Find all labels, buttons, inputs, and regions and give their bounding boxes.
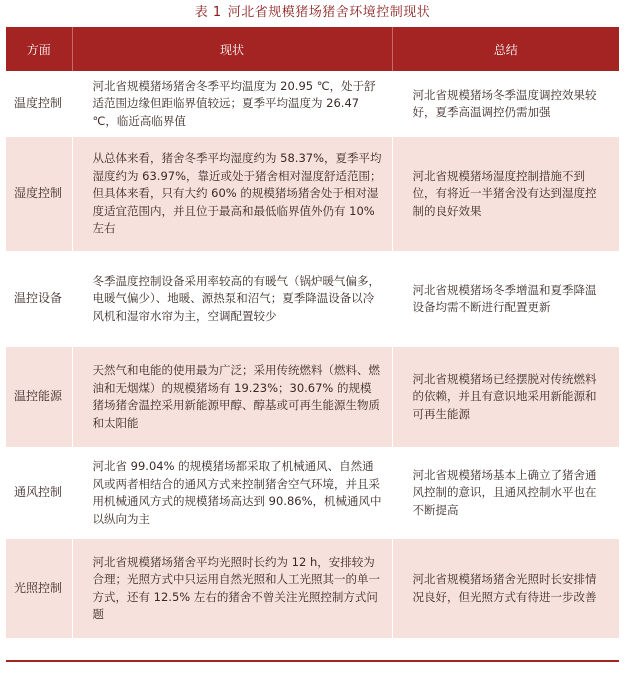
- row-summary: 河北省规模猪场基本上确立了猪舍通风控制的意识，且通风控制水平也在不断提高: [392, 447, 619, 539]
- row-summary: 河北省规模猪场已经摆脱对传统燃料的依赖，并且有意识地采用新能源和可再生能源: [392, 347, 619, 447]
- table-bottom-rule: [6, 660, 619, 662]
- table-row: [6, 539, 619, 638]
- header-summary: 总结: [392, 27, 619, 71]
- status-table: [6, 27, 619, 638]
- row-aspect: 通风控制: [6, 447, 72, 539]
- row-status: 从总体来看，猪舍冬季平均湿度约为 58.37%，夏季平均湿度约为 63.97%，靠近或处于猪舍相对湿度舒适范围；但具体来看，只有大约 60% 的规模猪场猪舍处于相对湿度适宜范围内，并且位于最高和最低临界值外仍有 10% 左右: [72, 137, 392, 251]
- row-aspect: 温控能源: [6, 347, 72, 447]
- table-caption: [0, 4, 625, 22]
- row-aspect: 温控设备: [6, 251, 72, 347]
- row-status: 天然气和电能的使用最为广泛；采用传统燃料（燃料、燃油和无烟煤）的规模猪场有 19.23%；30.67% 的规模猪场猪舍温控采用新能源甲醇、醇基或可再生能源生物质和太阳能: [72, 347, 392, 447]
- row-summary: 河北省规模猪场冬季增温和夏季降温设备均需不断进行配置更新: [392, 251, 619, 347]
- table-row: [6, 251, 619, 347]
- row-summary: 河北省规模猪场猪舍光照时长安排情况良好，但光照方式有待进一步改善: [392, 539, 619, 638]
- row-summary: 河北省规模猪场冬季温度调控效果较好，夏季高温调控仍需加强: [392, 71, 619, 137]
- table-header-row: [6, 27, 619, 71]
- header-status: 现状: [72, 27, 392, 71]
- row-status: 河北省规模猪场猪舍冬季平均温度为 20.95 ℃，处于舒适范围边缘但距临界值较远；夏季平均温度为 26.47 ℃，临近高临界值: [72, 71, 392, 137]
- row-aspect: 湿度控制: [6, 137, 72, 251]
- row-aspect: 光照控制: [6, 539, 72, 638]
- table-row: [6, 347, 619, 447]
- table-row: [6, 71, 619, 137]
- row-status: 冬季温度控制设备采用率较高的有暖气（锅炉暖气偏多，电暖气偏少）、地暖、源热泵和沼气；夏季降温设备以冷风机和湿帘水帘为主，空调配置较少: [72, 251, 392, 347]
- row-status: 河北省规模猪场猪舍平均光照时长约为 12 h，安排较为合理；光照方式中只运用自然光照和人工光照其一的单一方式，还有 12.5% 左右的猪舍不曾关注光照控制方式问题: [72, 539, 392, 638]
- table-number: 表 1: [194, 5, 222, 20]
- row-aspect: 温度控制: [6, 71, 72, 137]
- table-row: [6, 137, 619, 251]
- row-status: 河北省 99.04% 的规模猪场都采取了机械通风、自然通风或两者相结合的通风方式来控制猪舍空气环境，并且采用机械通风方式的规模猪场高达到 90.86%，机械通风中以纵向为主: [72, 447, 392, 539]
- table-row: [6, 447, 619, 539]
- table-title: 河北省规模猪场猪舍环境控制现状: [227, 5, 431, 20]
- row-summary: 河北省规模猪场湿度控制措施不到位，有将近一半猪舍没有达到湿度控制的良好效果: [392, 137, 619, 251]
- header-aspect: 方面: [6, 27, 72, 71]
